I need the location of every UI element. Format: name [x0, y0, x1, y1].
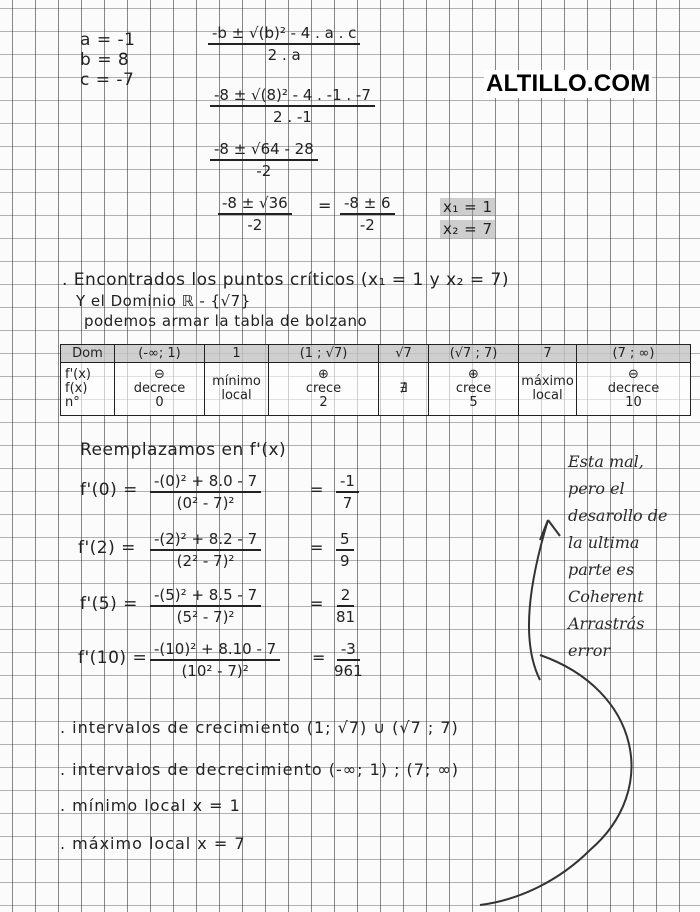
fraction-numerator: 2	[337, 586, 355, 607]
fraction-denominator: (5² - 7)²	[176, 608, 235, 626]
teacher-note-line: pero el	[568, 479, 625, 498]
quadratic-step-2	[210, 86, 375, 126]
critical-points-line: . Encontrados los puntos críticos (x₁ = 1 y x₂ = 7)	[62, 270, 509, 290]
equals-sign: =	[318, 196, 332, 215]
table-row	[61, 363, 691, 416]
fraction-denominator: 2 . -1	[273, 108, 312, 126]
sign-value: mínimo	[212, 374, 261, 389]
fraction-numerator: -8 ± √36	[218, 194, 292, 215]
fraction-denominator: -2	[247, 216, 263, 234]
evaluation-fraction	[150, 640, 280, 680]
table-header-cell: (√7 ; 7)	[429, 345, 519, 363]
local-maximum: . máximo local x = 7	[60, 834, 246, 853]
evaluation-fraction	[150, 530, 261, 570]
fraction-denominator: -2	[359, 216, 375, 234]
root-x1: x₁ = 1	[440, 198, 496, 216]
fraction-denominator: -2	[256, 162, 272, 180]
table-header-row	[61, 345, 691, 363]
decrease-intervals: . intervalos de decrecimiento (-∞; 1) ; (7; ∞)	[60, 760, 460, 779]
fraction-numerator: -(2)² + 8.2 - 7	[150, 530, 261, 551]
test-value: 10	[625, 395, 642, 410]
evaluation-label: f'(10) =	[78, 648, 148, 668]
fraction-numerator: -(0)² + 8.0 - 7	[150, 472, 261, 493]
local-minimum: . mínimo local x = 1	[60, 796, 241, 815]
table-cell	[205, 363, 269, 416]
row-label: n°	[65, 395, 80, 410]
quadratic-step-3	[210, 140, 318, 180]
fraction-denominator: (10² - 7)²	[181, 662, 249, 680]
root-x2: x₂ = 7	[440, 220, 496, 238]
fraction-numerator: -1	[336, 472, 359, 493]
teacher-note-line: Coherent	[568, 587, 644, 606]
fraction-numerator: 5	[336, 530, 354, 551]
test-value: 2	[319, 395, 328, 410]
evaluation-label: f'(0) =	[80, 480, 138, 500]
bolzano-intro-line: podemos armar la tabla de bolzano	[84, 312, 368, 330]
test-value: 5	[469, 395, 478, 410]
fraction-denominator: (0² - 7)²	[176, 494, 235, 512]
fraction-numerator: -(10)² + 8.10 - 7	[150, 640, 280, 661]
behaviour-value: local	[221, 388, 252, 403]
equals-sign: =	[310, 480, 324, 499]
fraction-numerator: -8 ± √(8)² - 4 . -1 . -7	[210, 86, 375, 107]
behaviour-value: local	[532, 388, 563, 403]
teacher-note-line: error	[568, 641, 611, 660]
teacher-note-line: Arrastrás	[568, 614, 645, 633]
sign-value: ∄	[399, 381, 408, 396]
row-labels-cell	[61, 363, 115, 416]
behaviour-value: decrece	[607, 381, 660, 396]
evaluation-label: f'(2) =	[78, 538, 136, 558]
fraction-denominator: 7	[342, 494, 353, 512]
row-label: f(x)	[65, 381, 88, 396]
result-fraction	[336, 530, 354, 570]
coefficient-a: a = -1	[80, 30, 136, 50]
growth-intervals: . intervalos de crecimiento (1; √7) ∪ (√7 ; 7)	[60, 718, 459, 737]
sign-value: ⊖	[154, 367, 165, 382]
teacher-note-line: la ultima	[568, 533, 640, 552]
quadratic-step-5	[340, 194, 395, 234]
fraction-denominator: 9	[340, 552, 350, 570]
sign-value: máximo	[521, 374, 574, 389]
teacher-note-line: Esta mal,	[568, 452, 644, 471]
behaviour-value: decrece	[133, 381, 186, 396]
equals-sign: =	[310, 538, 324, 557]
coefficient-b: b = 8	[80, 50, 130, 70]
table-header-cell: (-∞; 1)	[115, 345, 205, 363]
table-cell	[429, 363, 519, 416]
fraction-denominator: 961	[334, 662, 363, 680]
domain-line: Y el Dominio ℝ - {√7}	[76, 292, 251, 310]
fraction-denominator: 2 . a	[267, 46, 301, 64]
sign-value: ⊖	[628, 367, 639, 382]
fraction-numerator: -b ± √(b)² - 4 . a . c	[208, 24, 360, 45]
equals-sign: =	[312, 648, 326, 667]
table-header-cell: √7	[379, 345, 429, 363]
table-cell	[269, 363, 379, 416]
table-header-cell: 7	[519, 345, 577, 363]
teacher-note	[568, 448, 700, 664]
table-cell	[519, 363, 577, 416]
behaviour-value: crece	[305, 381, 342, 396]
test-value: 0	[155, 395, 164, 410]
teacher-note-line: desarollo de	[568, 506, 668, 525]
table-header-cell: Dom	[61, 345, 115, 363]
fraction-numerator: -(5)² + 8.5 - 7	[150, 586, 261, 607]
table-header-cell: 1	[205, 345, 269, 363]
equals-sign: =	[310, 594, 324, 613]
sign-value: ⊕	[468, 367, 479, 382]
table-cell	[379, 363, 429, 416]
replace-title: Reemplazamos en f'(x)	[80, 440, 287, 460]
row-label: f'(x)	[65, 367, 91, 382]
table-header-cell: (7 ; ∞)	[577, 345, 691, 363]
teacher-note-line: parte es	[568, 560, 635, 579]
bolzano-table	[60, 344, 691, 416]
behaviour-value: crece	[455, 381, 492, 396]
sign-value: ⊕	[318, 367, 329, 382]
fraction-numerator: -3	[337, 640, 360, 661]
fraction-numerator: -8 ± 6	[340, 194, 395, 215]
evaluation-label: f'(5) =	[80, 594, 138, 614]
table-cell	[577, 363, 691, 416]
table-cell	[115, 363, 205, 416]
fraction-numerator: -8 ± √64 - 28	[210, 140, 318, 161]
evaluation-fraction	[150, 472, 261, 512]
watermark-logo: ALTILLO.COM	[486, 70, 651, 97]
quadratic-step-1	[208, 24, 360, 64]
quadratic-step-4	[218, 194, 292, 234]
coefficient-c: c = -7	[80, 70, 135, 90]
evaluation-fraction	[150, 586, 261, 626]
fraction-denominator: 81	[336, 608, 356, 626]
result-fraction	[336, 472, 359, 512]
result-fraction	[336, 586, 355, 626]
fraction-denominator: (2² - 7)²	[176, 552, 235, 570]
table-header-cell: (1 ; √7)	[269, 345, 379, 363]
result-fraction	[334, 640, 363, 680]
